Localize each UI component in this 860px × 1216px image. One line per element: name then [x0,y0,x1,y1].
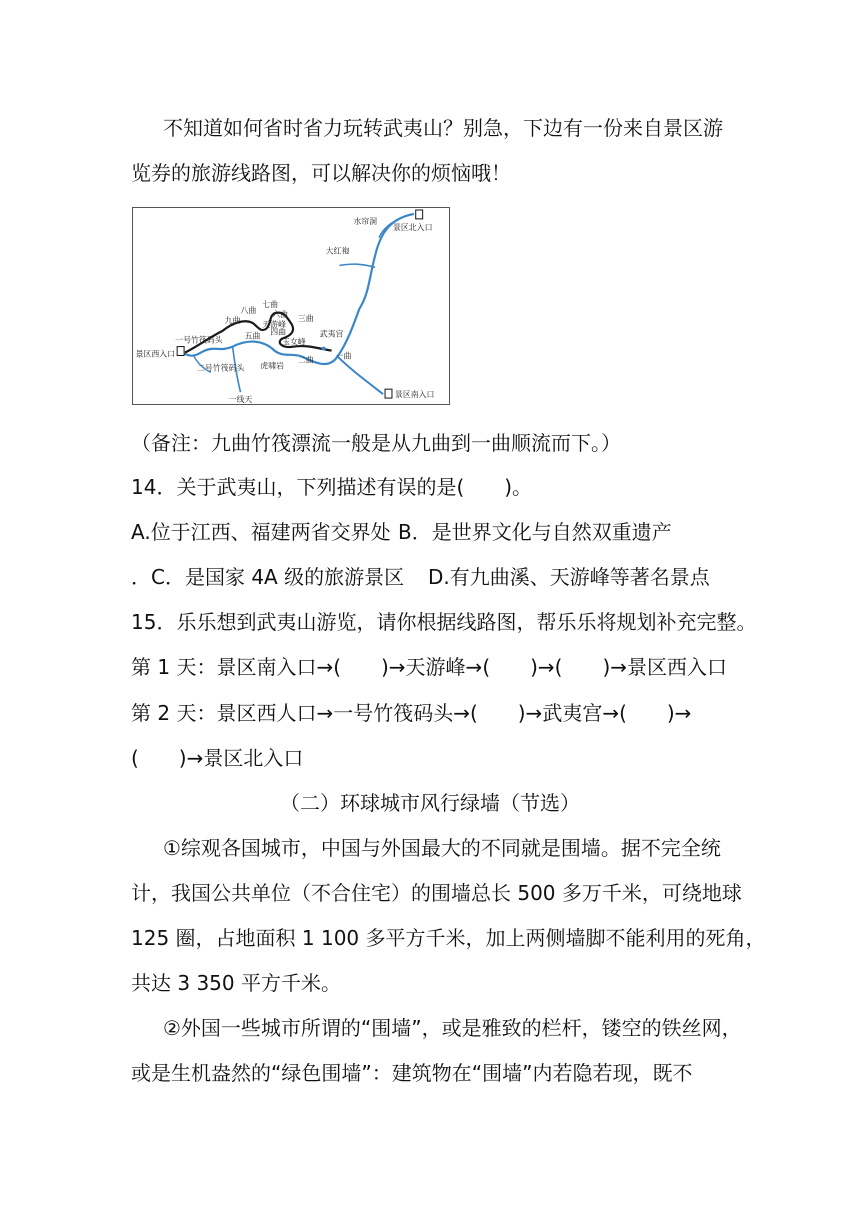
map-label-hulaoyan: 虎啸岩 [260,361,285,371]
map-label-dock2: 二号竹筏码头 [196,363,245,373]
map-note: （备注：九曲竹筏漂流一般是从九曲到一曲顺流而下。） [131,431,621,455]
map-label-jiuqu: 九曲 [224,315,241,325]
q15-day2-line1: 第 2 天：景区西人口→一号竹筏码头→( )→武夷宫→( )→ [131,701,692,725]
para2-line1: ②外国一些城市所谓的“围墙”，或是雅致的栏杆，镂空的铁丝网， [163,1016,742,1040]
q15-stem: 15．乐乐想到武夷山游览，请你根据线路图，帮乐乐将规划补充完整。 [131,610,757,634]
q14-option-a: A.位于江西、福建两省交界处 [131,520,391,544]
map-label-south-entrance: 景区南入口 [394,390,435,400]
para1-line1: ①综观各国城市，中国与外国最大的不同就是围墙。据不完全统 [163,836,721,860]
q14-option-d: D.有九曲溪、天游峰等著名景点 [428,565,710,589]
q15-day2-line2: ( )→景区北入口 [131,746,304,770]
q15-day1: 第 1 天：景区南入口→( )→天游峰→( )→( )→景区西入口 [131,655,728,679]
map-label-north-entrance: 景区北入口 [392,222,433,232]
para1-line3: 125 圈，占地面积 1 100 多平方千米，加上两侧墙脚不能利用的死角， [131,926,766,950]
route-map-svg [133,208,449,404]
west-entrance-marker [177,347,184,356]
map-label-shuiliandong: 水帘洞 [353,216,378,226]
tour-route-map [132,207,450,405]
q14-stem: 14．关于武夷山，下列描述有误的是( )。 [131,475,533,499]
map-label-wuyigong: 武夷宫 [319,329,344,339]
map-label-dock1: 一号竹筏码头 [175,335,223,345]
map-label-liuqu: 六曲 [272,309,289,319]
map-label-dahongpao: 大红袍 [325,246,350,256]
map-label-yuniifeng: 玉女峰 [282,337,306,347]
river-lower [338,356,384,394]
map-label-erqu: 二曲 [297,355,314,365]
map-label-yixiantian: 一线天 [228,395,253,404]
intro-line-2: 览券的旅游线路图，可以解决你的烦恼哦！ [131,161,511,185]
map-label-west-entrance: 景区西入口 [135,349,176,359]
q14-option-b: B．是世界文化与自然双重遗产 [398,520,672,544]
q14-option-c: ．C．是国家 4A 级的旅游景区 [131,565,405,589]
map-label-qiqu: 七曲 [262,299,279,309]
north-entrance-marker [416,210,423,219]
para1-line4: 共达 3 350 平方千米。 [131,971,341,995]
map-label-siqu: 四曲 [270,327,287,337]
intro-line-1: 不知道如何省时省力玩转武夷山？别急，下边有一份来自景区游 [163,116,723,140]
section-title: （二）环球城市风行绿墙（节选） [280,791,580,815]
map-label-sanqu: 三曲 [297,313,314,323]
river-branch-dahongpao [340,264,376,267]
para1-line2: 计，我国公共单位（不合住宅）的围墙总长 500 多万千米，可绕地球 [131,881,742,905]
map-label-tianyoufeng: 天游峰 [262,319,287,329]
map-label-yiqu: 一曲 [335,351,352,361]
map-label-wuqu: 五曲 [244,331,261,341]
para2-line2: 或是生机盎然的“绿色围墙”：建筑物在“围墙”内若隐若现，既不 [131,1061,693,1085]
wuyigong-marker [322,347,326,351]
south-entrance-marker [385,389,392,398]
map-label-baqu: 八曲 [240,305,257,315]
